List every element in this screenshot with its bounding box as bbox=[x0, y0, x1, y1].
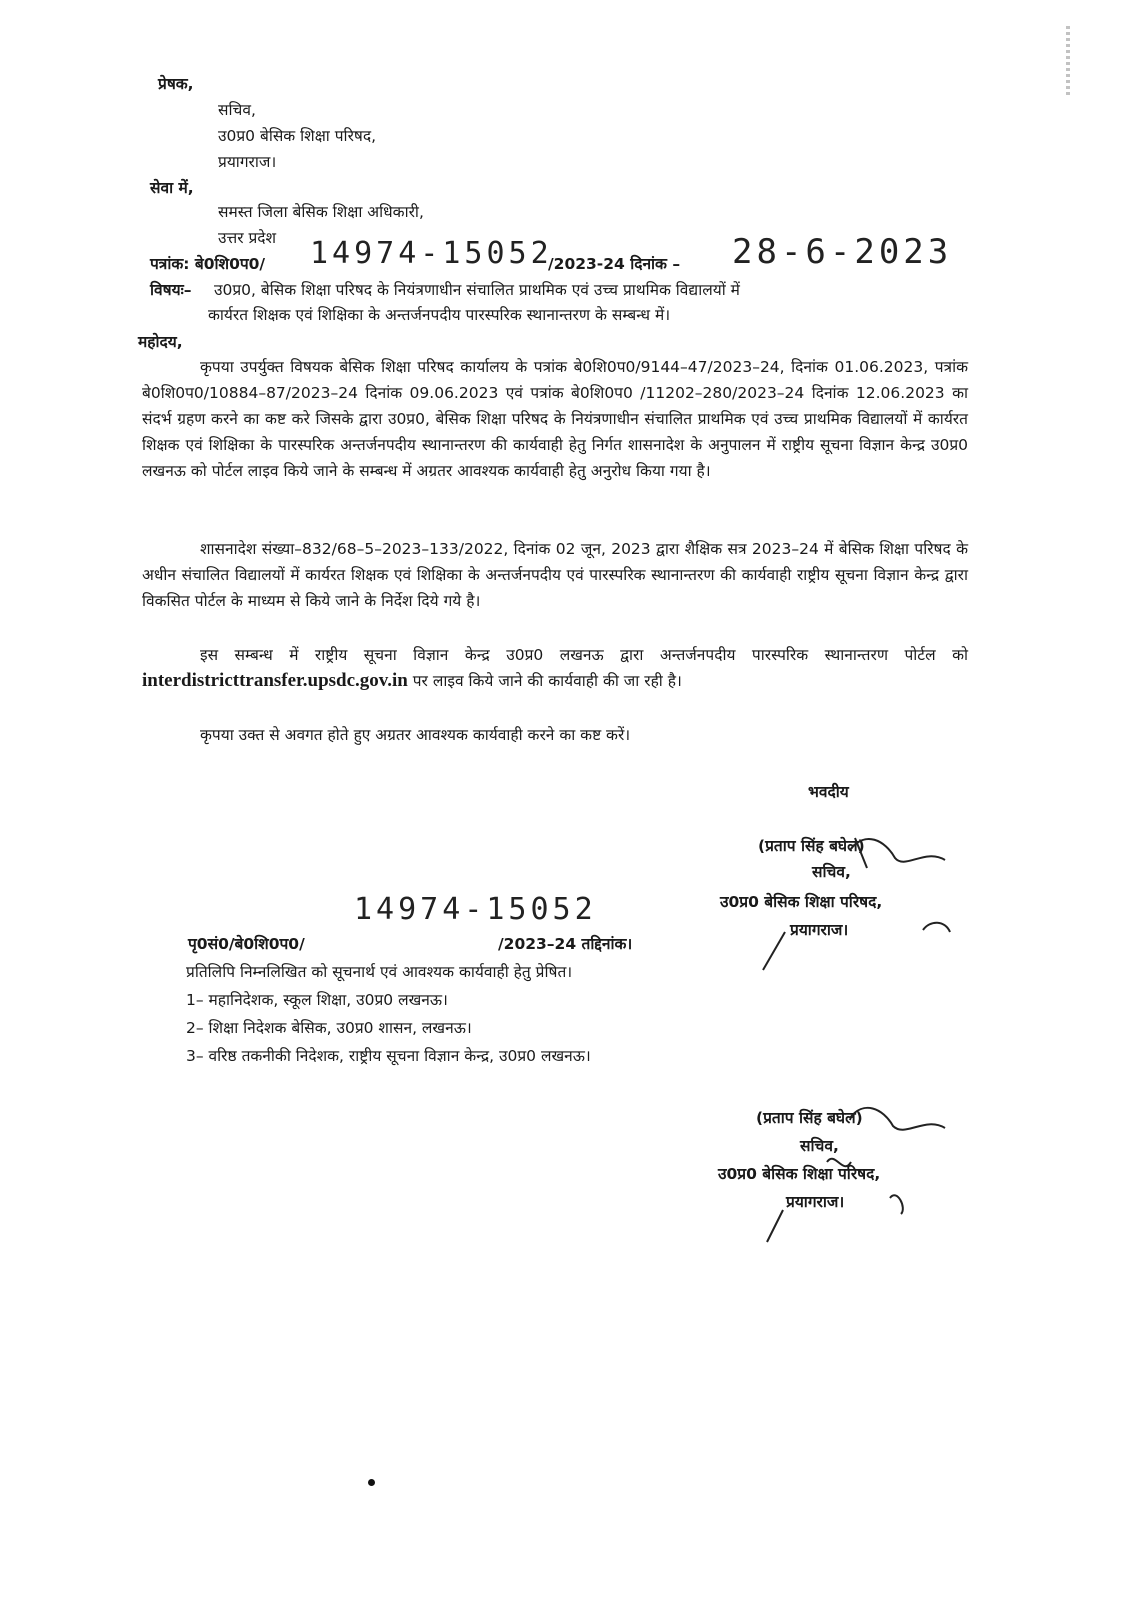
subject-label: विषयः– bbox=[150, 281, 192, 299]
copy-handwritten-number: 14974-15052 bbox=[354, 892, 597, 927]
copy-item-2: 2– शिक्षा निदेशक बेसिक, उ0प्र0 शासन, लखनऊ। bbox=[186, 1019, 472, 1037]
ink-dot bbox=[368, 1479, 375, 1486]
closing: भवदीय bbox=[808, 783, 849, 801]
portal-url: interdistricttransfer.upsdc.gov.in bbox=[142, 670, 408, 691]
body-paragraph-2-text: शासनादेश संख्या–832/68–5–2023–133/2022, दिनांक 02 जून, 2023 द्वारा शैक्षिक सत्र 2023–24 में बेसिक शिक्षा परिषद के अधीन संचालित विद्यालयों में कार्यरत शिक्षक एवं शिक्षिका के अन्तर्जनपदीय एवं पारस्परिक स्थानान्तरण की कार्यवाही राष्ट्रीय सूचना विज्ञान केन्द्र द्वारा विकसित पोर्टल के माध्यम से किये जाने के निर्देश दिये गये है। bbox=[142, 540, 968, 610]
copy-ref-label: पृ0सं0/बे0शि0प0/ bbox=[188, 935, 305, 953]
recipient-to: समस्त जिला बेसिक शिक्षा अधिकारी, bbox=[218, 203, 424, 221]
subject-line1: उ0प्र0, बेसिक शिक्षा परिषद के नियंत्रणाधीन संचालित प्राथमिक एवं उच्च प्राथमिक विद्यालयों में bbox=[214, 281, 740, 299]
sender-city: प्रयागराज। bbox=[218, 153, 277, 171]
sender-label: प्रेषक, bbox=[158, 75, 194, 93]
copy-ref-year: /2023–24 तद्दिनांक। bbox=[498, 935, 633, 953]
subject-line2: कार्यरत शिक्षक एवं शिक्षिका के अन्तर्जनपदीय पारस्परिक स्थानान्तरण के सम्बन्ध में। bbox=[208, 306, 671, 324]
signature1-designation: सचिव, bbox=[812, 863, 851, 881]
copy-item-3: 3– वरिष्ठ तकनीकी निदेशक, राष्ट्रीय सूचना विज्ञान केन्द्र, उ0प्र0 लखनऊ। bbox=[186, 1047, 591, 1065]
signature2-city: प्रयागराज। bbox=[786, 1193, 845, 1211]
reference-year: /2023-24 दिनांक – bbox=[548, 255, 681, 273]
recipient-state: उत्तर प्रदेश bbox=[218, 229, 277, 247]
body-paragraph-4-text: कृपया उक्त से अवगत होते हुए अग्रतर आवश्यक कार्यवाही करने का कष्ट करें। bbox=[200, 726, 631, 744]
handwritten-date: 28-6-2023 bbox=[732, 232, 953, 272]
body-paragraph-1 bbox=[142, 354, 968, 484]
signature2-designation: सचिव, bbox=[800, 1137, 839, 1155]
signature1-name: (प्रताप सिंह बघेल) bbox=[758, 837, 865, 855]
salutation: महोदय, bbox=[138, 333, 183, 351]
body-paragraph-2 bbox=[142, 536, 968, 614]
copy-intro: प्रतिलिपि निम्नलिखित को सूचनार्थ एवं आवश्यक कार्यवाही हेतु प्रेषित। bbox=[186, 963, 573, 981]
signature2-name: (प्रताप सिंह बघेल) bbox=[756, 1109, 863, 1127]
handwritten-reference-number: 14974-15052 bbox=[310, 236, 553, 271]
sender-designation: सचिव, bbox=[218, 101, 256, 119]
body-paragraph-3 bbox=[142, 642, 968, 694]
body-paragraph-1-text: कृपया उपर्युक्त विषयक बेसिक शिक्षा परिषद कार्यालय के पत्रांक बे0शि0प0/9144–47/2023–24, दिनांक 01.06.2023, पत्रांक बे0शि0प0/10884–87/2023–24 दिनांक 09.06.2023 एवं पत्रांक बे0शि0प0 /11202–280/2023–24 दिनांक 12.06.2023 का संदर्भ ग्रहण करने का कष्ट करे जिसके द्वारा उ0प्र0, बेसिक शिक्षा परिषद के नियंत्रणाधीन संचालित प्राथमिक एवं उच्च प्राथमिक विद्यालयों में कार्यरत शिक्षक एवं शिक्षिका के पारस्परिक अन्तर्जनपदीय स्थानान्तरण की कार्यवाही हेतु निर्गत शासनादेश के अनुपालन में राष्ट्रीय सूचना विज्ञान केन्द्र उ0प्र0 लखनऊ को पोर्टल लाइव किये जाने के सम्बन्ध में अग्रतर आवश्यक कार्यवाही हेतु अनुरोध किया गया है। bbox=[142, 358, 968, 480]
body-paragraph-3-text-start: इस सम्बन्ध में राष्ट्रीय सूचना विज्ञान केन्द्र उ0प्र0 लखनऊ द्वारा अन्तर्जनपदीय पारस्परिक स्थानान्तरण पोर्टल को bbox=[200, 646, 968, 664]
recipient-label: सेवा में, bbox=[150, 179, 194, 197]
signature1-office: उ0प्र0 बेसिक शिक्षा परिषद, bbox=[720, 893, 883, 911]
signature2-office: उ0प्र0 बेसिक शिक्षा परिषद, bbox=[718, 1165, 881, 1183]
signature2-scribble bbox=[755, 1090, 955, 1250]
body-paragraph-4 bbox=[142, 722, 968, 748]
copy-item-1: 1– महानिदेशक, स्कूल शिक्षा, उ0प्र0 लखनऊ। bbox=[186, 991, 448, 1009]
body-paragraph-3-text-end: पर लाइव किये जाने की कार्यवाही की जा रही है। bbox=[407, 672, 682, 690]
signature1-city: प्रयागराज। bbox=[790, 921, 849, 939]
scan-edge-mark bbox=[1066, 26, 1070, 96]
reference-label: पत्रांक: बे0शि0प0/ bbox=[150, 255, 266, 273]
signature1-scribble bbox=[755, 820, 955, 980]
sender-office: उ0प्र0 बेसिक शिक्षा परिषद, bbox=[218, 127, 377, 145]
